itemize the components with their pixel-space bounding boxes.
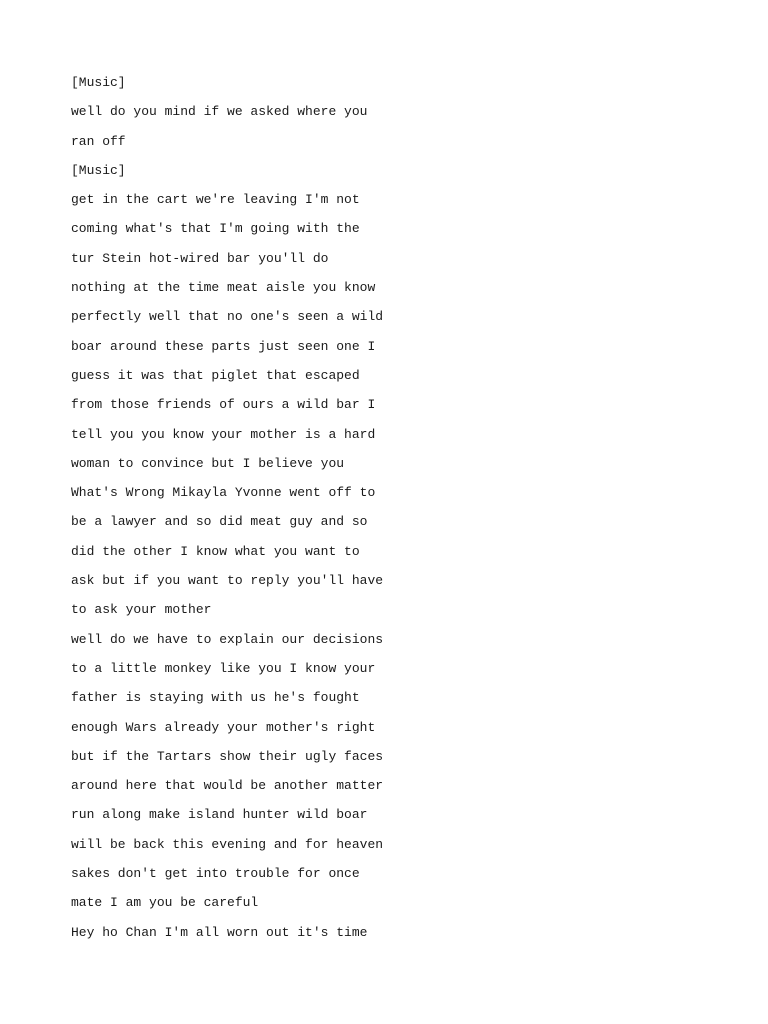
transcript-line: will be back this evening and for heaven bbox=[71, 836, 384, 852]
transcript-line: What's Wrong Mikayla Yvonne went off to bbox=[71, 485, 376, 501]
transcript-line: mate I am you be careful bbox=[71, 895, 259, 911]
transcript-line: [Music] bbox=[71, 162, 126, 178]
transcript-line: around here that would be another matter bbox=[71, 778, 384, 794]
transcript-line: did the other I know what you want to bbox=[71, 543, 360, 559]
transcript-line: be a lawyer and so did meat guy and so bbox=[71, 514, 368, 530]
transcript-line: guess it was that piglet that escaped bbox=[71, 367, 360, 383]
transcript-line: coming what's that I'm going with the bbox=[71, 221, 360, 237]
transcript-line: enough Wars already your mother's right bbox=[71, 719, 376, 735]
transcript-line: Hey ho Chan I'm all worn out it's time bbox=[71, 924, 368, 940]
transcript-line: father is staying with us he's fought bbox=[71, 690, 360, 706]
transcript-line: from those friends of ours a wild bar I bbox=[71, 397, 376, 413]
transcript-line: sakes don't get into trouble for once bbox=[71, 866, 360, 882]
transcript-line: ran off bbox=[71, 133, 126, 149]
transcript-line: well do we have to explain our decisions bbox=[71, 631, 384, 647]
transcript-line: get in the cart we're leaving I'm not bbox=[71, 192, 360, 208]
transcript-line: well do you mind if we asked where you bbox=[71, 104, 368, 120]
transcript-line: tell you you know your mother is a hard bbox=[71, 426, 376, 442]
transcript-line: boar around these parts just seen one I bbox=[71, 338, 376, 354]
transcript-line: ask but if you want to reply you'll have bbox=[71, 573, 384, 589]
transcript-line: but if the Tartars show their ugly faces bbox=[71, 748, 384, 764]
transcript-page bbox=[71, 68, 711, 947]
transcript-line: [Music] bbox=[71, 75, 126, 90]
transcript-line: to ask your mother bbox=[71, 602, 212, 618]
transcript-line: perfectly well that no one's seen a wild bbox=[71, 309, 384, 325]
transcript-line: tur Stein hot-wired bar you'll do bbox=[71, 250, 329, 266]
transcript-line: to a little monkey like you I know your bbox=[71, 660, 376, 676]
transcript-line: run along make island hunter wild boar bbox=[71, 807, 368, 823]
transcript-line: woman to convince but I believe you bbox=[71, 455, 345, 471]
transcript-line: nothing at the time meat aisle you know bbox=[71, 280, 376, 296]
